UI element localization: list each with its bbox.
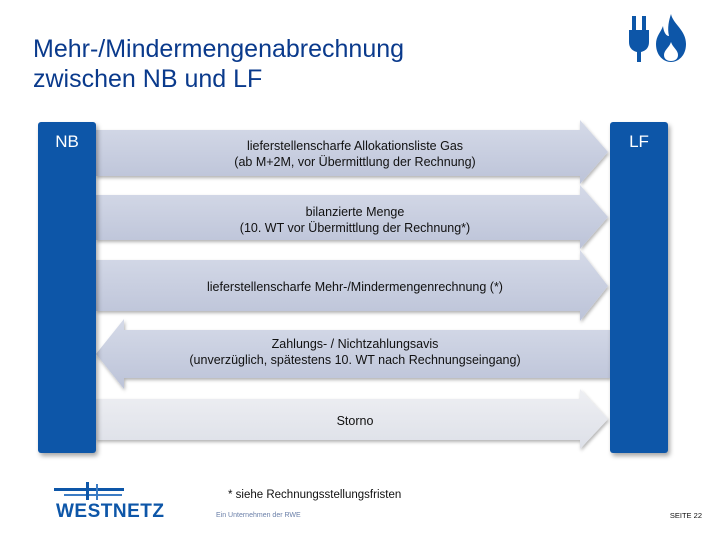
lane-nb [38, 122, 96, 453]
lane-nb-label: NB [55, 132, 79, 151]
title-line-1: Mehr-/Mindermengenabrechnung [33, 35, 405, 63]
message-zahlungsavis [100, 336, 610, 368]
message-subtext: (ab M+2M, vor Übermittlung der Rechnung) [234, 155, 476, 169]
message-allokationsliste [100, 138, 610, 170]
westnetz-brand: WESTNETZ [56, 501, 165, 522]
page-number: SEITE 22 [669, 511, 702, 520]
message-subtext: (10. WT vor Übermittlung der Rechnung*) [239, 221, 471, 235]
westnetz-tagline: Ein Unternehmen der RWE [216, 512, 301, 519]
message-storno [100, 413, 610, 429]
footnote: * siehe Rechnungsstellungsfristen [228, 489, 402, 501]
title-line-2: zwischen NB und LF [33, 65, 263, 93]
message-text: lieferstellenscharfe Allokationsliste Gas [246, 139, 464, 153]
message-subtext: (unverzüglich, spätestens 10. WT nach Rechnungseingang) [189, 353, 521, 367]
message-text: Storno [336, 414, 374, 428]
lane-lf [610, 122, 668, 453]
message-text: bilanzierte Menge [305, 205, 405, 219]
message-text: Zahlungs- / Nichtzahlungsavis [271, 337, 439, 351]
lane-lf-label: LF [629, 132, 649, 151]
message-mehr-mindermengenrechnung [100, 279, 610, 295]
message-text: lieferstellenscharfe Mehr-/Mindermengenrechnung (*) [207, 280, 503, 294]
message-bilanzierte-menge [100, 204, 610, 236]
